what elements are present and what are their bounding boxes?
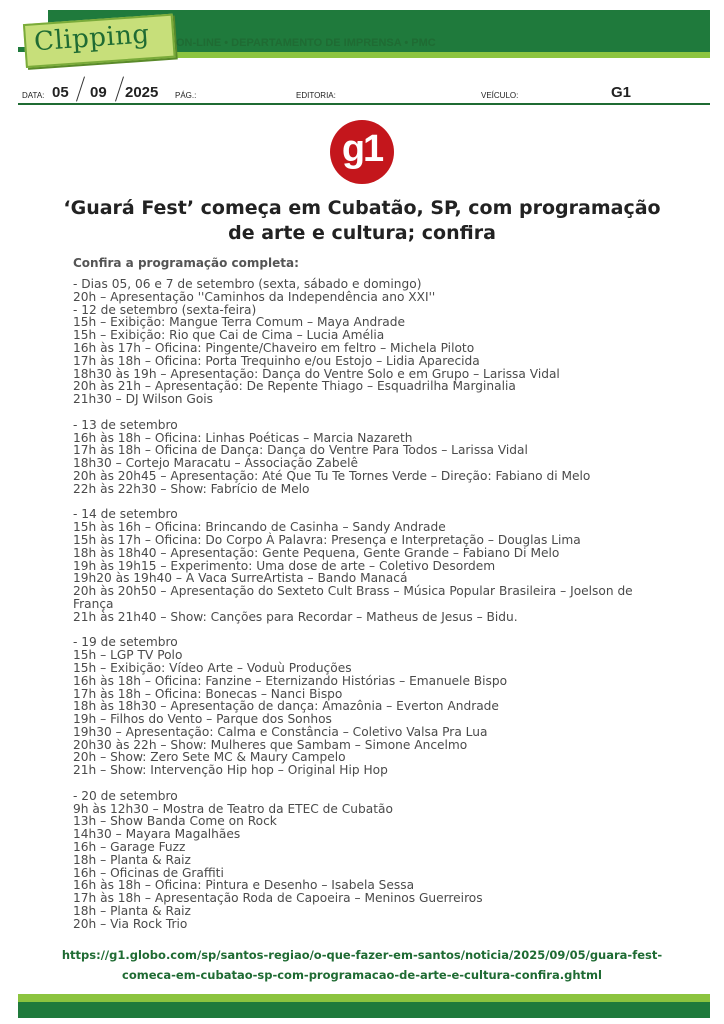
schedule-line: 20h às 20h50 – Apresentação do Sexteto Cult Brass – Música Popular Brasileira – Joelson de França bbox=[73, 584, 637, 611]
schedule-line: 19h30 – Apresentação: Calma e Constância – Coletivo Valsa Pra Lua bbox=[73, 724, 488, 739]
schedule-line: 19h20 às 19h40 – A Vaca SurreArtista – Bando Manacá bbox=[73, 571, 408, 586]
date-day: 05 bbox=[52, 84, 69, 101]
schedule-line: 17h às 18h – Apresentação Roda de Capoeira – Meninos Guerreiros bbox=[73, 891, 483, 906]
editoria-label: EDITORIA: bbox=[296, 91, 336, 100]
veiculo-value: G1 bbox=[611, 84, 632, 101]
schedule-line: 13h – Show Banda Come on Rock bbox=[73, 814, 277, 829]
g1-logo bbox=[330, 120, 394, 184]
date-year: 2025 bbox=[125, 84, 159, 101]
schedule-line: 17h às 18h – Oficina: Bonecas – Nanci Bispo bbox=[73, 686, 343, 701]
schedule-line: 15h – Exibição: Vídeo Arte – Voduù Produções bbox=[73, 660, 352, 675]
schedule-line: 22h às 22h30 – Show: Fabrício de Melo bbox=[73, 481, 310, 496]
schedule-line: 15h às 16h – Oficina: Brincando de Casinha – Sandy Andrade bbox=[73, 520, 446, 535]
schedule-line: 15h – Exibição: Mangue Terra Comum – Maya Andrade bbox=[73, 315, 405, 330]
schedule-line: 20h às 20h45 – Apresentação: Até Que Tu Te Tornes Verde – Direção: Fabiano di Melo bbox=[73, 468, 591, 483]
data-label: DATA: bbox=[22, 91, 45, 100]
schedule-line: 15h às 17h – Oficina: Do Corpo À Palavra: Presença e Interpretação – Douglas Lima bbox=[73, 532, 581, 547]
date-separator bbox=[76, 76, 85, 101]
schedule-line: 19h às 19h15 – Experimento: Uma dose de arte – Coletivo Desordem bbox=[73, 558, 496, 573]
pag-label: PÁG.: bbox=[175, 91, 197, 100]
schedule-line: 16h – Oficinas de Graffiti bbox=[73, 865, 224, 880]
schedule-line: 20h – Apresentação ''Caminhos da Independência ano XXI'' bbox=[73, 289, 436, 304]
schedule-line: - 19 de setembro bbox=[73, 635, 178, 650]
source-url[interactable] bbox=[40, 945, 684, 985]
schedule-line: 18h30 – Cortejo Maracatu – Associação Zabelê bbox=[73, 456, 359, 471]
schedule-line: 14h30 – Mayara Magalhães bbox=[73, 827, 241, 842]
source-url-line[interactable]: comeca-em-cubatao-sp-com-programacao-de-arte-e-cultura-confira.ghtml bbox=[122, 968, 602, 982]
schedule-line: - 12 de setembro (sexta-feira) bbox=[73, 302, 257, 317]
veiculo-label: VEÍCULO: bbox=[481, 91, 519, 100]
footer-dark-stripe bbox=[18, 1002, 710, 1018]
info-rule bbox=[18, 103, 710, 105]
schedule-line: 18h às 18h30 – Apresentação de dança: Amazônia – Everton Andrade bbox=[73, 699, 499, 714]
schedule-line: 18h – Planta & Raiz bbox=[73, 904, 191, 919]
schedule-line: 20h – Show: Zero Sete MC & Maury Campelo bbox=[73, 750, 346, 765]
schedule-line: 21h – Show: Intervenção Hip hop – Original Hip Hop bbox=[73, 763, 388, 778]
schedule-line: 20h30 às 22h – Show: Mulheres que Sambam – Simone Ancelmo bbox=[73, 737, 468, 752]
schedule-line: 16h às 18h – Oficina: Pintura e Desenho – Isabela Sessa bbox=[73, 878, 415, 893]
schedule-line: 15h – Exibição: Rio que Cai de Cima – Lucia Amélia bbox=[73, 328, 385, 343]
schedule-line: 21h às 21h40 – Show: Canções para Recordar – Matheus de Jesus – Bidu. bbox=[73, 609, 518, 624]
clipping-text: Clipping bbox=[33, 19, 151, 58]
header-title: ON-LINE • DEPARTAMENTO DE IMPRENSA • PMC bbox=[176, 37, 436, 49]
schedule-line: 17h às 18h – Oficina: Porta Trequinho e/ou Estojo – Lidia Aparecida bbox=[73, 353, 480, 368]
article-body bbox=[73, 278, 653, 931]
article-intro: Confira a programação completa: bbox=[73, 256, 299, 270]
schedule-line: 21h30 – DJ Wilson Gois bbox=[73, 392, 214, 407]
g1-logo-text: g1 bbox=[341, 128, 383, 170]
schedule-line: 9h às 12h30 – Mostra de Teatro da ETEC de Cubatão bbox=[73, 801, 393, 816]
schedule-line: 20h às 21h – Apresentação: De Repente Thiago – Esquadrilha Marginalia bbox=[73, 379, 516, 394]
schedule-line: 20h – Via Rock Trio bbox=[73, 916, 188, 931]
date-separator bbox=[115, 76, 124, 101]
schedule-line: - 14 de setembro bbox=[73, 507, 178, 522]
blank-line bbox=[73, 777, 653, 790]
schedule-line: 15h – LGP TV Polo bbox=[73, 648, 183, 663]
schedule-line: - 20 de setembro bbox=[73, 788, 178, 803]
blank-line bbox=[73, 406, 653, 419]
schedule-line: 16h às 18h – Oficina: Fanzine – Eternizando Histórias – Emanuele Bispo bbox=[73, 673, 508, 688]
schedule-line: 16h – Garage Fuzz bbox=[73, 840, 186, 855]
schedule-line: 18h30 às 19h – Apresentação: Dança do Ventre Solo e em Grupo – Larissa Vidal bbox=[73, 366, 560, 381]
schedule-line: - 13 de setembro bbox=[73, 417, 178, 432]
schedule-line: 16h às 18h – Oficina: Linhas Poéticas – Marcia Nazareth bbox=[73, 430, 413, 445]
schedule-line: 17h às 18h – Oficina de Dança: Dança do Ventre Para Todos – Larissa Vidal bbox=[73, 443, 528, 458]
date-month: 09 bbox=[90, 84, 107, 101]
schedule-line: 16h às 17h – Oficina: Pingente/Chaveiro em feltro – Michela Piloto bbox=[73, 340, 475, 355]
article-headline: ‘Guará Fest’ começa em Cubatão, SP, com programação de arte e cultura; confira bbox=[63, 197, 661, 244]
schedule-line: - Dias 05, 06 e 7 de setembro (sexta, sábado e domingo) bbox=[73, 277, 422, 291]
source-url-line[interactable]: https://g1.globo.com/sp/santos-regiao/o-que-fazer-em-santos/noticia/2025/09/05/guara-fest- bbox=[61, 948, 663, 962]
footer-light-stripe bbox=[18, 994, 710, 1002]
schedule-line: 19h – Filhos do Vento – Parque dos Sonhos bbox=[73, 712, 332, 727]
schedule-line: 18h – Planta & Raiz bbox=[73, 852, 191, 867]
schedule-line: 18h às 18h40 – Apresentação: Gente Pequena, Gente Grande – Fabiano Di Melo bbox=[73, 545, 560, 560]
